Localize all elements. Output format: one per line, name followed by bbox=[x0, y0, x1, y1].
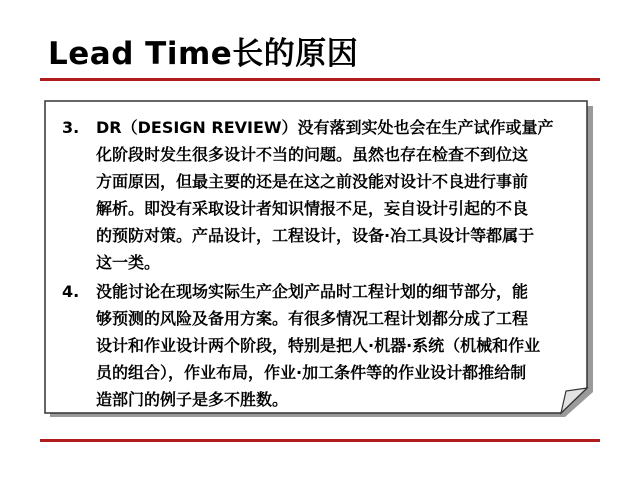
slide-title: Lead Time长的原因 bbox=[48, 36, 359, 72]
folded-note-box bbox=[44, 100, 596, 420]
text-line: 解析。即没有采取设计者知识情报不足，妄自设计引起的不良 bbox=[96, 199, 529, 218]
list-item-text bbox=[96, 278, 586, 413]
footer-divider bbox=[40, 439, 600, 442]
text-line: 化阶段时发生很多设计不当的问题。虽然也存在检查不到位这 bbox=[96, 145, 529, 164]
text-line: 方面原因，但最主要的还是在这之前没能对设计不良进行事前 bbox=[96, 172, 529, 191]
text-line: 的预防对策。产品设计，工程设计，设备·冶工具设计等都属于 bbox=[96, 226, 535, 245]
title-divider bbox=[40, 78, 600, 81]
list-item-3 bbox=[62, 114, 586, 276]
text-line: 设计和作业设计两个阶段，特别是把人·机器·系统（机械和作业 bbox=[96, 336, 541, 355]
list-item-number: 4. bbox=[62, 282, 80, 301]
list-item-text bbox=[96, 114, 586, 276]
text-line: 够预测的风险及备用方案。有很多情况工程计划都分成了工程 bbox=[96, 309, 529, 328]
text-line: DR（DESIGN REVIEW）没有落到实处也会在生产试作或量产 bbox=[96, 118, 554, 137]
list-item-4 bbox=[62, 278, 586, 413]
list-item-number: 3. bbox=[62, 118, 80, 137]
reason-list bbox=[62, 114, 586, 415]
text-line: 没能讨论在现场实际生产企划产品时工程计划的细节部分，能 bbox=[96, 282, 529, 301]
text-line: 员的组合），作业布局，作业·加工条件等的作业设计都推给制 bbox=[96, 363, 527, 382]
text-line: 造部门的例子是多不胜数。 bbox=[96, 390, 289, 409]
text-line: 这一类。 bbox=[96, 253, 161, 272]
